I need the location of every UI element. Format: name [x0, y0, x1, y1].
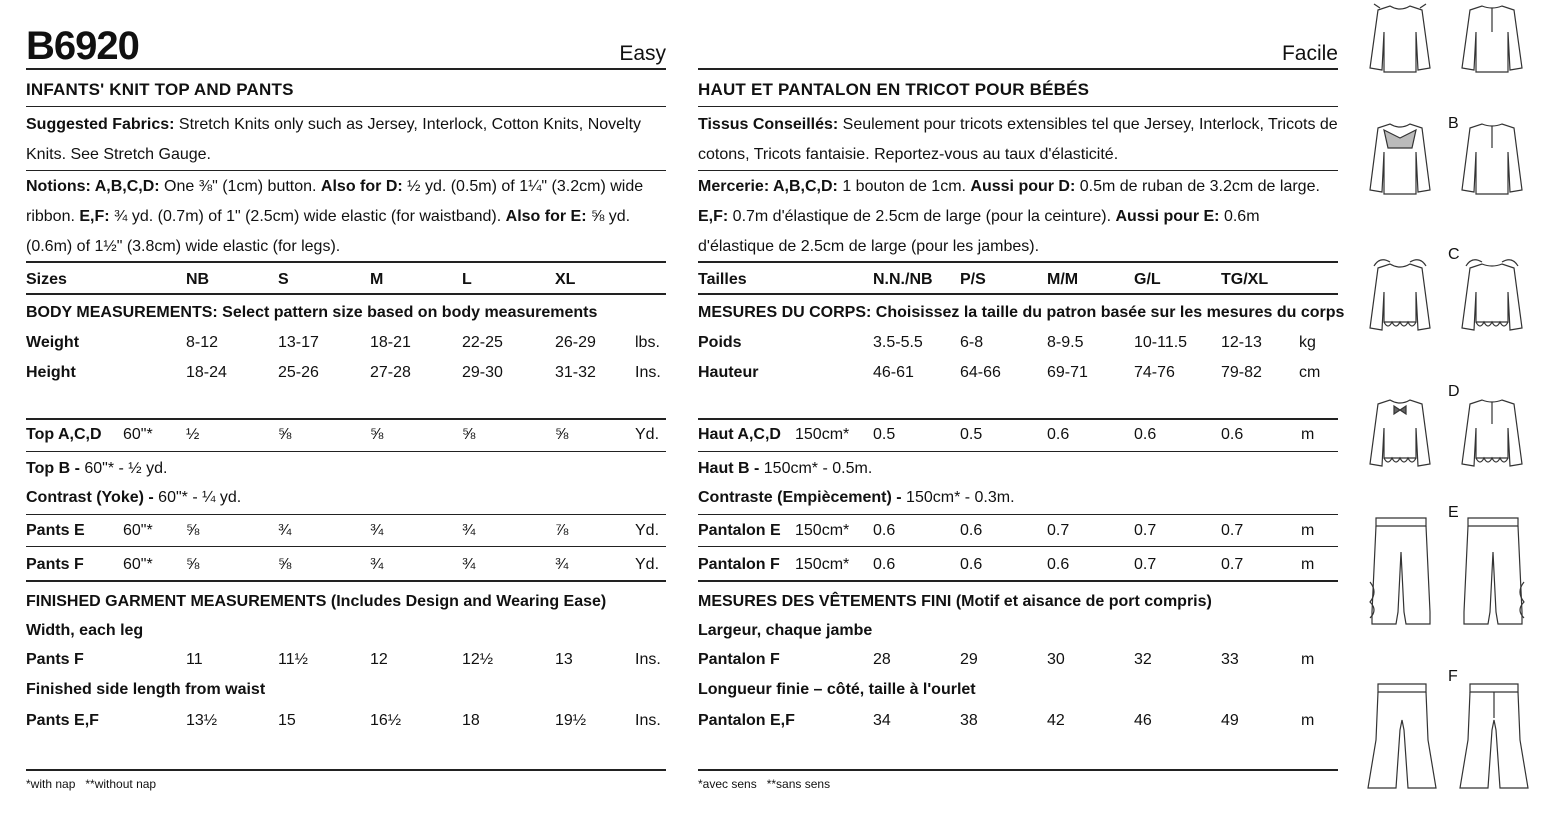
top-b: [698, 460, 872, 478]
pants-f-l: 0.7: [1134, 556, 1157, 573]
pants-f-s: 0.6: [960, 556, 983, 573]
pants-e-xl: 0.7: [1221, 522, 1244, 539]
view-label-d: D: [1448, 383, 1460, 400]
fin-pants-ef-s: 15: [278, 712, 296, 729]
fin-pants-ef-xl: 19½: [555, 712, 587, 729]
divider: [698, 106, 1338, 107]
notions-text-4: 0.6m d'élastique de 2.5cm de large (pour les jambes).: [698, 208, 1260, 255]
weight-l: 22-25: [462, 334, 503, 351]
pants-f-label: Pants F: [26, 556, 84, 573]
top-acd-l: ⅝: [462, 426, 476, 443]
divider: [26, 451, 666, 452]
pants-f-nb: ⅝: [186, 556, 200, 573]
notions-text-3: ¾ yd. (0.7m) of 1" (2.5cm) wide elastic (for waistband).: [109, 208, 506, 225]
weight-xl: 12-13: [1221, 334, 1262, 351]
top-acd-width: 60"*: [123, 426, 153, 443]
height-m: 27-28: [370, 364, 411, 381]
pants-f-s: ⅝: [278, 556, 292, 573]
top-acd-l: 0.6: [1134, 426, 1157, 443]
divider: [698, 769, 1338, 771]
fin-pants-ef-unit: m: [1301, 712, 1315, 729]
size-s: S: [278, 271, 289, 288]
top-b-label: Top B -: [26, 460, 80, 477]
fabrics-label: Suggested Fabrics:: [26, 116, 175, 133]
pants-e-l: 0.7: [1134, 522, 1157, 539]
pattern-title: INFANTS' KNIT TOP AND PANTS: [26, 80, 294, 99]
weight-m: 8-9.5: [1047, 334, 1084, 351]
fabrics-text: Seulement pour tricots extensibles tel que Jersey, Interlock, Tricots de cotons, Tricots fantaisie. Reportez-vous au taux d'élasticité.: [698, 116, 1338, 163]
finished-title: MESURES DES VÊTEMENTS FINI (Motif et aisance de port compris): [698, 593, 1212, 610]
weight-nb: 3.5-5.5: [873, 334, 923, 351]
top-acd-xl: 0.6: [1221, 426, 1244, 443]
contrast-label: Contrast (Yoke) -: [26, 489, 154, 506]
fin-pants-f-nb: 28: [873, 651, 891, 668]
body-measurements-title: MESURES DU CORPS: Choisissez la taille du patron basée sur les mesures du corps: [698, 304, 1345, 321]
side-length-label: Longueur finie – côté, taille à l'ourlet: [698, 681, 976, 698]
footnote: *avec sens **sans sens: [698, 777, 831, 791]
weight-nb: 8-12: [186, 334, 219, 351]
divider: [698, 546, 1338, 547]
contrast-label: Contraste (Empiècement) -: [698, 489, 902, 506]
weight-label: Poids: [698, 334, 742, 351]
divider: [698, 170, 1338, 171]
pants-f-l: ¾: [462, 556, 476, 573]
divider: [698, 293, 1338, 295]
pants-f-nb: 0.6: [873, 556, 896, 573]
top-acd-m: 0.6: [1047, 426, 1070, 443]
size-m: M/M: [1047, 271, 1079, 288]
view-b-top-illustration: [1360, 118, 1550, 198]
top-acd-unit: m: [1301, 426, 1315, 443]
pants-e-xl: ⅞: [555, 522, 569, 539]
fin-pants-f-xl: 33: [1221, 651, 1239, 668]
view-e-pants-illustration: [1360, 512, 1550, 632]
pants-f-xl: ¾: [555, 556, 569, 573]
sizes-label: Tailles: [698, 271, 747, 288]
pants-e-s: 0.6: [960, 522, 983, 539]
view-c-top-illustration: [1360, 256, 1550, 336]
fin-pants-f-label: Pantalon F: [698, 651, 780, 668]
contrast: [698, 489, 1015, 507]
view-a-top-illustration: [1360, 2, 1550, 74]
height-unit: cm: [1299, 364, 1321, 381]
view-f-pants-illustration: [1360, 680, 1550, 792]
notions-d-label: Aussi pour D:: [970, 178, 1076, 195]
fin-pants-ef-s: 38: [960, 712, 978, 729]
top-acd-width: 150cm*: [795, 426, 850, 443]
notions: [698, 172, 1338, 262]
width-leg-label: Width, each leg: [26, 622, 144, 639]
pants-e-label: Pants E: [26, 522, 85, 539]
difficulty: Easy: [619, 42, 666, 65]
pants-e-m: 0.7: [1047, 522, 1070, 539]
notions-text-4: ⅝ yd. (0.6m) of 1½" (3.8cm) wide elastic (for legs).: [26, 208, 631, 255]
size-nb: N.N./NB: [873, 271, 933, 288]
top-acd-unit: Yd.: [635, 426, 660, 443]
fin-pants-f-l: 12½: [462, 651, 494, 668]
height-xl: 31-32: [555, 364, 596, 381]
top-acd-m: ⅝: [370, 426, 384, 443]
notions-text-2: 0.5m de ruban de 3.2cm de large.: [1075, 178, 1320, 195]
pants-e-width: 150cm*: [795, 522, 850, 539]
divider: [26, 106, 666, 107]
pants-f-width: 60"*: [123, 556, 153, 573]
weight-unit: kg: [1299, 334, 1316, 351]
fin-pants-ef-m: 42: [1047, 712, 1065, 729]
body-measurements-title: BODY MEASUREMENTS: Select pattern size based on body measurements: [26, 304, 598, 321]
top-acd-s: ⅝: [278, 426, 292, 443]
height-l: 74-76: [1134, 364, 1175, 381]
pants-f-xl: 0.7: [1221, 556, 1244, 573]
fin-pants-f-unit: Ins.: [635, 651, 661, 668]
divider: [26, 580, 666, 582]
size-m: M: [370, 271, 384, 288]
fin-pants-f-m: 30: [1047, 651, 1065, 668]
notions-e-label: Aussi pour E:: [1115, 208, 1220, 225]
view-label-f: F: [1448, 668, 1458, 685]
fin-pants-ef-l: 18: [462, 712, 480, 729]
weight-m: 18-21: [370, 334, 411, 351]
pants-e-nb: ⅝: [186, 522, 200, 539]
divider: [26, 293, 666, 295]
divider: [26, 769, 666, 771]
divider: [26, 68, 666, 70]
fin-pants-f-s: 11½: [278, 651, 308, 668]
height-label: Hauteur: [698, 364, 759, 381]
pattern-title: HAUT ET PANTALON EN TRICOT POUR BÉBÉS: [698, 80, 1090, 99]
notions-ef-label: E,F:: [698, 208, 729, 225]
pants-e-unit: m: [1301, 522, 1315, 539]
fin-pants-f-unit: m: [1301, 651, 1315, 668]
notions-ef-label: E,F:: [79, 208, 110, 225]
width-leg-label: Largeur, chaque jambe: [698, 622, 873, 639]
height-nb: 18-24: [186, 364, 227, 381]
fin-pants-ef-m: 16½: [370, 712, 402, 729]
divider: [26, 261, 666, 263]
notions: [26, 172, 666, 262]
size-nb: NB: [186, 271, 210, 288]
weight-label: Weight: [26, 334, 80, 351]
fin-pants-f-l: 32: [1134, 651, 1152, 668]
fin-pants-f-nb: 11: [186, 651, 203, 668]
suggested-fabrics: [26, 110, 666, 170]
notions-text-2: ½ yd. (0.5m) of 1¼" (3.2cm) wide ribbon.: [26, 178, 644, 225]
fin-pants-ef-label: Pantalon E,F: [698, 712, 795, 729]
notions-text-1: One ⅜" (1cm) button.: [159, 178, 321, 195]
height-label: Height: [26, 364, 76, 381]
size-l: L: [462, 271, 472, 288]
contrast-text: 60"* - ¼ yd.: [153, 489, 242, 506]
divider: [698, 451, 1338, 452]
footnote: *with nap **without nap: [26, 777, 157, 791]
view-label-c: C: [1448, 246, 1460, 263]
fin-pants-f-label: Pants F: [26, 651, 84, 668]
fin-pants-ef-nb: 13½: [186, 712, 218, 729]
top-acd-xl: ⅝: [555, 426, 569, 443]
garment-views: [1350, 0, 1557, 824]
notions-text-1: 1 bouton de 1cm.: [837, 178, 971, 195]
view-d-top-illustration: [1360, 392, 1550, 472]
height-xl: 79-82: [1221, 364, 1262, 381]
weight-xl: 26-29: [555, 334, 596, 351]
pants-f-m: ¾: [370, 556, 384, 573]
height-s: 64-66: [960, 364, 1001, 381]
top-b-text: 60"* - ½ yd.: [79, 460, 168, 477]
notions-e-label: Also for E:: [505, 208, 587, 225]
top-acd-nb: ½: [186, 426, 200, 443]
fin-pants-ef-xl: 49: [1221, 712, 1239, 729]
top-b-text: 150cm* - 0.5m.: [759, 460, 873, 477]
view-label-b: B: [1448, 115, 1459, 132]
fin-pants-ef-label: Pants E,F: [26, 712, 99, 729]
divider: [698, 514, 1338, 515]
top-acd-s: 0.5: [960, 426, 983, 443]
size-l: G/L: [1134, 271, 1161, 288]
notions-label: Mercerie: A,B,C,D:: [698, 178, 838, 195]
weight-s: 13-17: [278, 334, 319, 351]
top-b-label: Haut B -: [698, 460, 760, 477]
top-b: [26, 460, 167, 478]
divider: [698, 68, 1338, 70]
fin-pants-f-m: 12: [370, 651, 388, 668]
sizes-label: Sizes: [26, 271, 67, 288]
pants-f-unit: m: [1301, 556, 1315, 573]
top-acd-nb: 0.5: [873, 426, 896, 443]
divider: [698, 580, 1338, 582]
pants-f-label: Pantalon F: [698, 556, 780, 573]
fin-pants-f-s: 29: [960, 651, 978, 668]
difficulty: Facile: [1281, 42, 1338, 65]
fabrics-label: Tissus Conseillés:: [698, 116, 839, 133]
pants-f-unit: Yd.: [635, 556, 660, 573]
fin-pants-ef-unit: Ins.: [635, 712, 661, 729]
pants-e-label: Pantalon E: [698, 522, 781, 539]
view-label-e: E: [1448, 504, 1459, 521]
pants-e-unit: Yd.: [635, 522, 660, 539]
pants-e-width: 60"*: [123, 522, 153, 539]
top-acd-label: Haut A,C,D: [698, 426, 781, 443]
height-l: 29-30: [462, 364, 503, 381]
suggested-fabrics: [698, 110, 1338, 170]
finished-title: FINISHED GARMENT MEASUREMENTS (Includes Design and Wearing Ease): [26, 593, 607, 610]
height-s: 25-26: [278, 364, 319, 381]
divider: [26, 546, 666, 547]
fin-pants-ef-l: 46: [1134, 712, 1152, 729]
fin-pants-ef-nb: 34: [873, 712, 891, 729]
size-s: P/S: [960, 271, 986, 288]
side-length-label: Finished side length from waist: [26, 681, 266, 698]
divider: [26, 418, 666, 420]
weight-unit: lbs.: [635, 334, 660, 351]
pants-e-l: ¾: [462, 522, 476, 539]
pants-f-m: 0.6: [1047, 556, 1070, 573]
height-nb: 46-61: [873, 364, 914, 381]
divider: [698, 418, 1338, 420]
weight-s: 6-8: [960, 334, 984, 351]
contrast: [26, 489, 241, 507]
size-xl: XL: [555, 271, 576, 288]
pants-e-s: ¾: [278, 522, 292, 539]
height-unit: Ins.: [635, 364, 661, 381]
divider: [698, 261, 1338, 263]
fin-pants-f-xl: 13: [555, 651, 573, 668]
pants-e-m: ¾: [370, 522, 384, 539]
contrast-text: 150cm* - 0.3m.: [901, 489, 1015, 506]
divider: [26, 514, 666, 515]
notions-d-label: Also for D:: [320, 178, 403, 195]
divider: [26, 170, 666, 171]
fabrics-text: Stretch Knits only such as Jersey, Interlock, Cotton Knits, Novelty Knits. See Stretch Gauge.: [26, 116, 642, 163]
pattern-code: B6920: [26, 24, 139, 68]
size-xl: TG/XL: [1221, 271, 1269, 288]
top-acd-label: Top A,C,D: [26, 426, 102, 443]
notions-label: Notions: A,B,C,D:: [26, 178, 160, 195]
weight-l: 10-11.5: [1134, 334, 1188, 351]
pants-f-width: 150cm*: [795, 556, 850, 573]
notions-text-3: 0.7m d'élastique de 2.5cm de large (pour la ceinture).: [728, 208, 1116, 225]
pants-e-nb: 0.6: [873, 522, 896, 539]
height-m: 69-71: [1047, 364, 1088, 381]
